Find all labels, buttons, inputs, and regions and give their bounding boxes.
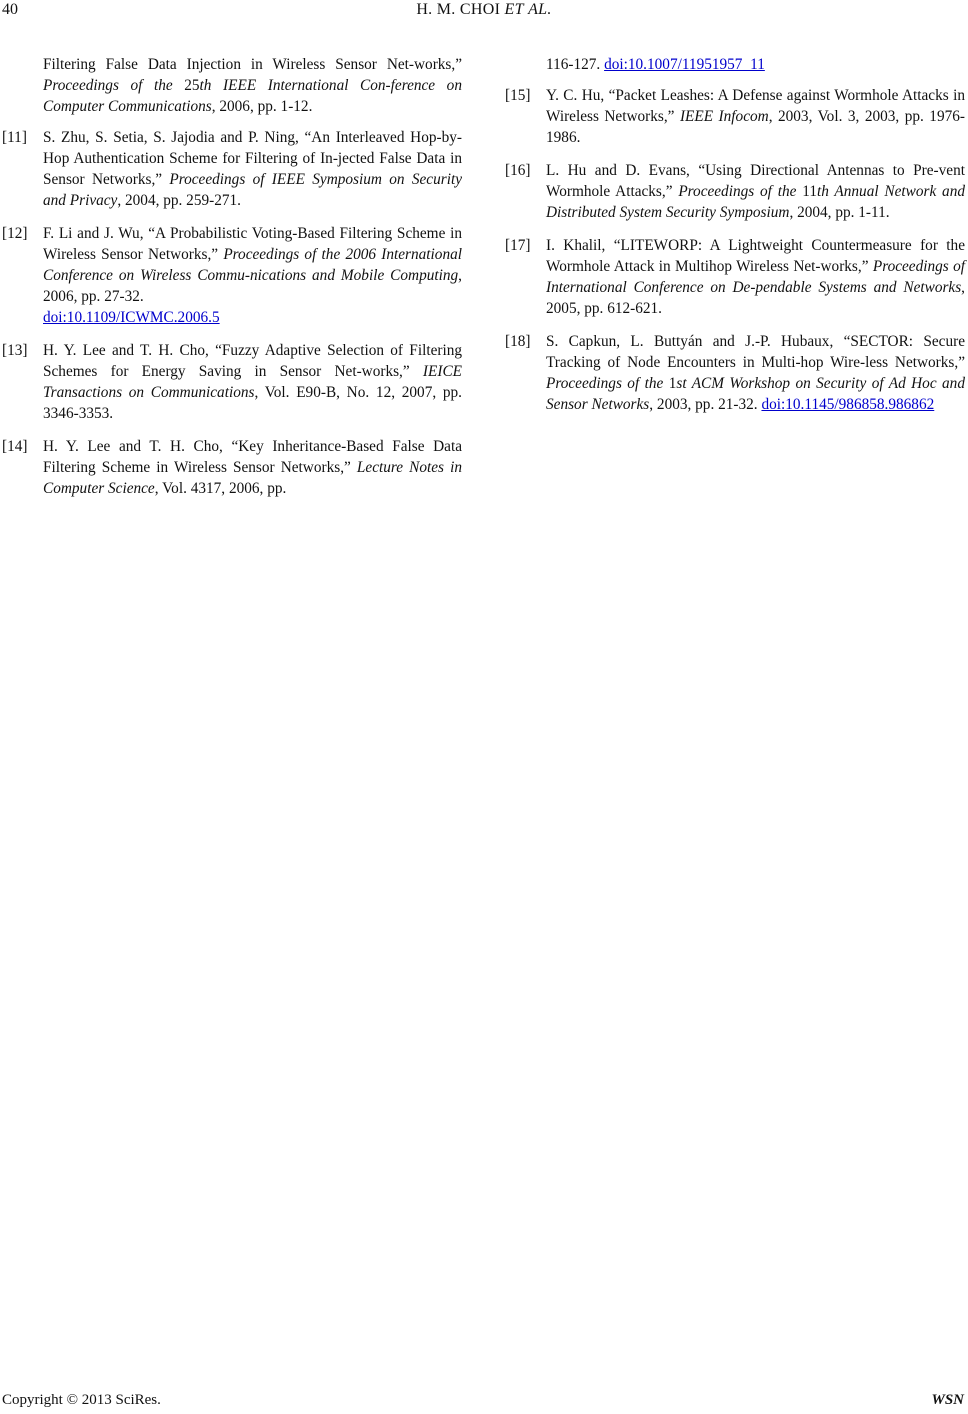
reference-10-continued — [2, 54, 462, 117]
ref-text: H. Y. Lee and T. H. Cho, “Key Inheritance-Based False Data Filtering Scheme in Wireless Sensor Networks,” — [43, 438, 462, 476]
ref-text: 116-127. — [546, 56, 605, 73]
ref-ordinal: 11 — [802, 183, 817, 200]
ref-venue: Proceedings of the — [43, 77, 185, 94]
page-header — [0, 0, 968, 24]
ref-text: , 2006, pp. 1-12. — [211, 98, 313, 115]
ref-venue: Lecture Notes in Computer Science — [43, 459, 462, 497]
copyright-notice: Copyright © 2013 SciRes. — [2, 1392, 161, 1408]
ref-text: , Vol. E90-B, No. 12, 2007, pp. 3346-3353. — [43, 384, 462, 422]
ref-venue: th IEEE International Con-ference on Computer Communications — [43, 77, 462, 115]
reference-13 — [2, 340, 462, 424]
reference-11 — [2, 127, 462, 211]
ref-venue: Proceedings of the 2006 International Conference on Wireless Commu-nications and Mobile Computing — [43, 246, 462, 284]
reference-15 — [505, 85, 965, 148]
ref-number: [13] — [2, 342, 28, 359]
ref-venue: Proceedings of International Conference on De-pendable Systems and Networks — [546, 258, 965, 296]
ref-text: F. Li and J. Wu, “A Probabilistic Voting-Based Filtering Scheme in Wireless Sensor Networks,” — [43, 225, 462, 263]
journal-abbrev: WSN — [931, 1392, 964, 1408]
ref-number: [12] — [2, 225, 28, 242]
ref-venue: Proceedings of IEEE Symposium on Security and Privacy — [43, 171, 462, 209]
ref-text: I. Khalil, “LITEWORP: A Lightweight Countermeasure for the Wormhole Attack in Multihop Wireless Net-works,” — [546, 237, 965, 275]
running-head-et: ET — [504, 1, 524, 18]
running-head-al: AL. — [528, 1, 552, 18]
reference-14 — [2, 436, 462, 499]
ref-text: Filtering False Data Injection in Wireless Sensor Net-works,” — [43, 56, 462, 73]
ref-text: , 2004, pp. 1-11. — [789, 204, 890, 221]
page-number: 40 — [2, 1, 18, 18]
ref-venue: IEICE Transactions on Communications — [43, 363, 462, 401]
ref-number: [16] — [505, 162, 531, 179]
running-head-author: H. M. CHOI — [416, 1, 501, 18]
ref-text: , 2006, pp. 27-32. — [43, 267, 462, 305]
ref-venue: Proceedings of the — [678, 183, 803, 200]
ref-venue: st ACM Workshop on Security of Ad Hoc and Sensor Networks — [546, 375, 965, 413]
ref-text: L. Hu and D. Evans, “Using Directional Antennas to Pre-vent Wormhole Attacks,” — [546, 162, 965, 200]
ref-ordinal: 1 — [668, 375, 677, 392]
reference-14-continued — [505, 54, 965, 75]
ref-venue: th Annual Network and Distributed System Security Symposium — [546, 183, 965, 221]
ref-number: [11] — [2, 129, 27, 146]
ref-ordinal: 25 — [184, 77, 200, 94]
running-head — [0, 1, 968, 19]
ref-text: , 2003, Vol. 3, 2003, pp. 1976-1986. — [546, 108, 965, 146]
left-column — [2, 54, 462, 511]
ref-number: [17] — [505, 237, 531, 254]
ref-venue: Proceedings of the — [546, 375, 669, 392]
reference-18 — [505, 331, 965, 415]
doi-link[interactable]: doi:10.1007/11951957_11 — [604, 56, 765, 73]
ref-text: , 2003, pp. 21-32. — [649, 396, 762, 413]
reference-16 — [505, 160, 965, 223]
ref-text: , 2004, pp. 259-271. — [117, 192, 241, 209]
ref-text: S. Capkun, L. Buttyán and J.-P. Hubaux, “SECTOR: Secure Tracking of Node Encounters in Multi-hop Wire-less Networks,” — [546, 333, 965, 371]
doi-link[interactable]: doi:10.1145/986858.986862 — [761, 396, 935, 413]
ref-number: [14] — [2, 438, 28, 455]
reference-12 — [2, 223, 462, 328]
ref-text: , Vol. 4317, 2006, pp. — [154, 480, 287, 497]
ref-number: [18] — [505, 333, 531, 350]
ref-text: , 2005, pp. 612-621. — [546, 279, 965, 317]
reference-17 — [505, 235, 965, 319]
ref-venue: IEEE Infocom — [679, 108, 769, 125]
ref-text: S. Zhu, S. Setia, S. Jajodia and P. Ning, “An Interleaved Hop-by-Hop Authentication Scheme for Filtering of In-jected False Data in Sensor Networks,” — [43, 129, 462, 188]
right-column — [505, 54, 965, 427]
ref-text: H. Y. Lee and T. H. Cho, “Fuzzy Adaptive Selection of Filtering Schemes for Energy Saving in Sensor Net-works,” — [43, 342, 462, 380]
doi-link[interactable]: doi:10.1109/ICWMC.2006.5 — [43, 309, 220, 326]
ref-text: Y. C. Hu, “Packet Leashes: A Defense against Wormhole Attacks in Wireless Networks,” — [546, 87, 965, 125]
ref-number: [15] — [505, 87, 531, 104]
